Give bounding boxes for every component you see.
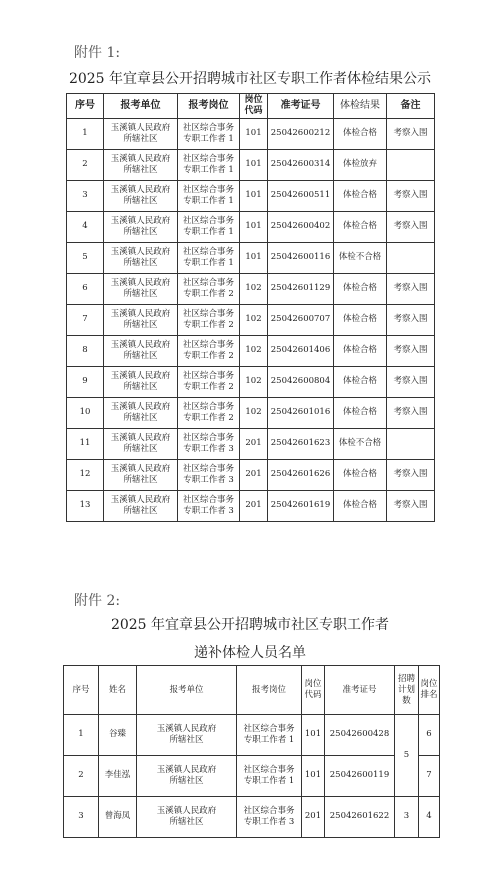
row-result: 体检合格 bbox=[334, 119, 387, 150]
row-post bbox=[178, 460, 240, 491]
row-post bbox=[178, 119, 240, 150]
row-post bbox=[178, 305, 240, 336]
row-unit-line2: 所辖社区 bbox=[169, 776, 204, 786]
row-result: 体检合格 bbox=[334, 305, 387, 336]
row-plan: 3 bbox=[395, 797, 419, 838]
row-no: 7 bbox=[67, 305, 104, 336]
row-note: 考察入围 bbox=[387, 491, 435, 522]
row-post-line1: 社区综合事务 bbox=[182, 277, 234, 288]
row-name: 曾海凤 bbox=[99, 797, 137, 838]
row-result: 体检合格 bbox=[334, 336, 387, 367]
row-unit bbox=[104, 243, 178, 274]
row-ticket: 25042600212 bbox=[268, 119, 334, 150]
table-row bbox=[67, 150, 435, 181]
attachment-1-label: 附件 1: bbox=[74, 45, 121, 61]
row-code: 101 bbox=[302, 715, 325, 756]
row-unit-line2: 所辖社区 bbox=[169, 735, 204, 745]
row-note bbox=[387, 429, 435, 460]
row-result: 体检合格 bbox=[334, 398, 387, 429]
row-unit bbox=[104, 274, 178, 305]
table-row bbox=[67, 429, 435, 460]
row-ticket: 25042600314 bbox=[268, 150, 334, 181]
row-unit-line2: 所辖社区 bbox=[123, 134, 158, 144]
row-rank: 7 bbox=[419, 756, 440, 797]
row-unit bbox=[104, 367, 178, 398]
row-no: 10 bbox=[67, 398, 104, 429]
header-note: 备注 bbox=[387, 94, 435, 119]
row-post bbox=[178, 367, 240, 398]
row-post bbox=[178, 336, 240, 367]
row-unit-line1: 玉溪镇人民政府 bbox=[110, 401, 171, 412]
row-post bbox=[178, 491, 240, 522]
row-code: 101 bbox=[240, 119, 268, 150]
row-post-line2: 专职工作者 3 bbox=[243, 817, 295, 827]
row-ticket: 25042600707 bbox=[268, 305, 334, 336]
row-result: 体检合格 bbox=[334, 181, 387, 212]
row-unit-line1: 玉溪镇人民政府 bbox=[110, 432, 171, 443]
row-post bbox=[237, 797, 302, 838]
row-post-line1: 社区综合事务 bbox=[182, 339, 234, 350]
row-note: 考察入围 bbox=[387, 398, 435, 429]
row-unit-line2: 所辖社区 bbox=[123, 289, 158, 299]
supplementary-exam-list-table bbox=[63, 665, 440, 838]
header-name: 姓名 bbox=[99, 666, 137, 715]
row-unit-line1: 玉溪镇人民政府 bbox=[110, 339, 171, 350]
row-unit-line1: 玉溪镇人民政府 bbox=[110, 215, 171, 226]
table-row bbox=[64, 797, 440, 838]
row-no: 5 bbox=[67, 243, 104, 274]
row-unit-line2: 所辖社区 bbox=[123, 258, 158, 268]
row-post bbox=[178, 150, 240, 181]
row-post-line2: 专职工作者 1 bbox=[183, 196, 234, 206]
row-ticket: 25042600804 bbox=[268, 367, 334, 398]
row-unit-line1: 玉溪镇人民政府 bbox=[110, 277, 171, 288]
row-unit-line1: 玉溪镇人民政府 bbox=[156, 805, 217, 816]
table-row bbox=[67, 243, 435, 274]
row-post-line1: 社区综合事务 bbox=[243, 723, 295, 734]
header-code: 岗位 代码 bbox=[302, 666, 325, 715]
row-unit bbox=[104, 150, 178, 181]
row-no: 8 bbox=[67, 336, 104, 367]
row-post bbox=[237, 715, 302, 756]
row-post-line1: 社区综合事务 bbox=[182, 370, 234, 381]
row-code: 101 bbox=[240, 150, 268, 181]
row-post-line1: 社区综合事务 bbox=[182, 153, 234, 164]
row-note: 考察入围 bbox=[387, 460, 435, 491]
row-no: 12 bbox=[67, 460, 104, 491]
row-post-line2: 专职工作者 1 bbox=[183, 258, 234, 268]
row-code: 102 bbox=[240, 398, 268, 429]
row-unit bbox=[104, 460, 178, 491]
row-note: 考察入围 bbox=[387, 212, 435, 243]
row-ticket: 25042601623 bbox=[268, 429, 334, 460]
row-post-line1: 社区综合事务 bbox=[182, 432, 234, 443]
row-unit-line2: 所辖社区 bbox=[123, 196, 158, 206]
row-unit-line2: 所辖社区 bbox=[123, 351, 158, 361]
row-note bbox=[387, 150, 435, 181]
header-result: 体检结果 bbox=[334, 94, 387, 119]
table-row bbox=[67, 336, 435, 367]
row-post-line1: 社区综合事务 bbox=[182, 184, 234, 195]
row-unit-line1: 玉溪镇人民政府 bbox=[156, 723, 217, 734]
row-post bbox=[237, 756, 302, 797]
row-code: 201 bbox=[240, 429, 268, 460]
header-no: 序号 bbox=[64, 666, 99, 715]
row-rank: 6 bbox=[419, 715, 440, 756]
row-ticket: 25042600119 bbox=[325, 756, 395, 797]
row-unit-line2: 所辖社区 bbox=[123, 227, 158, 237]
row-unit-line2: 所辖社区 bbox=[123, 320, 158, 330]
row-post-line1: 社区综合事务 bbox=[243, 805, 295, 816]
attachment-2-label: 附件 2: bbox=[74, 593, 121, 609]
row-unit bbox=[104, 491, 178, 522]
table-row bbox=[67, 460, 435, 491]
row-post-line2: 专职工作者 1 bbox=[183, 134, 234, 144]
table-header-row bbox=[67, 94, 435, 119]
row-code: 201 bbox=[240, 491, 268, 522]
row-unit-line1: 玉溪镇人民政府 bbox=[110, 153, 171, 164]
row-ticket: 25042601016 bbox=[268, 398, 334, 429]
row-result: 体检不合格 bbox=[334, 243, 387, 274]
row-result: 体检不合格 bbox=[334, 429, 387, 460]
table-row bbox=[67, 212, 435, 243]
row-post-line1: 社区综合事务 bbox=[182, 122, 234, 133]
header-post: 报考岗位 bbox=[178, 94, 240, 119]
table-row bbox=[67, 398, 435, 429]
table-row bbox=[67, 367, 435, 398]
row-post-line1: 社区综合事务 bbox=[182, 494, 234, 505]
table-row bbox=[67, 491, 435, 522]
row-note: 考察入围 bbox=[387, 367, 435, 398]
row-post-line2: 专职工作者 1 bbox=[183, 165, 234, 175]
row-no: 3 bbox=[67, 181, 104, 212]
row-no: 11 bbox=[67, 429, 104, 460]
row-result: 体检合格 bbox=[334, 491, 387, 522]
row-code: 101 bbox=[240, 243, 268, 274]
row-result: 体检合格 bbox=[334, 212, 387, 243]
row-unit bbox=[137, 756, 237, 797]
row-post bbox=[178, 181, 240, 212]
header-plan: 招聘 计划 数 bbox=[395, 666, 419, 715]
table-row bbox=[67, 305, 435, 336]
row-post bbox=[178, 274, 240, 305]
row-post-line2: 专职工作者 1 bbox=[183, 227, 234, 237]
row-result: 体检合格 bbox=[334, 460, 387, 491]
row-note bbox=[387, 243, 435, 274]
row-name: 李佳泓 bbox=[99, 756, 137, 797]
row-ticket: 25042600511 bbox=[268, 181, 334, 212]
row-post-line1: 社区综合事务 bbox=[182, 401, 234, 412]
row-unit bbox=[104, 181, 178, 212]
row-unit-line2: 所辖社区 bbox=[123, 165, 158, 175]
row-no: 13 bbox=[67, 491, 104, 522]
attachment-2-title-line1: 2025 年宜章县公开招聘城市社区专职工作者 bbox=[110, 617, 390, 633]
row-unit bbox=[104, 336, 178, 367]
row-unit bbox=[104, 429, 178, 460]
row-unit-line1: 玉溪镇人民政府 bbox=[110, 370, 171, 381]
row-code: 101 bbox=[240, 212, 268, 243]
header-rank: 岗位 排名 bbox=[419, 666, 440, 715]
row-ticket: 25042601129 bbox=[268, 274, 334, 305]
header-code: 岗位 代码 bbox=[240, 94, 268, 119]
physical-exam-results-table bbox=[66, 93, 435, 522]
row-post bbox=[178, 243, 240, 274]
row-no: 6 bbox=[67, 274, 104, 305]
row-post-line2: 专职工作者 2 bbox=[183, 351, 234, 361]
row-post-line2: 专职工作者 3 bbox=[183, 506, 234, 516]
row-code: 102 bbox=[240, 336, 268, 367]
row-ticket: 25042601619 bbox=[268, 491, 334, 522]
row-ticket: 25042600428 bbox=[325, 715, 395, 756]
row-post-line2: 专职工作者 2 bbox=[183, 382, 234, 392]
header-ticket: 准考证号 bbox=[268, 94, 334, 119]
row-post bbox=[178, 398, 240, 429]
row-plan-merged: 5 bbox=[395, 715, 419, 797]
row-post-line2: 专职工作者 1 bbox=[243, 735, 295, 745]
row-unit bbox=[137, 797, 237, 838]
header-no: 序号 bbox=[67, 94, 104, 119]
row-note: 考察入围 bbox=[387, 336, 435, 367]
row-unit bbox=[104, 212, 178, 243]
row-name: 谷臻 bbox=[99, 715, 137, 756]
row-note: 考察入围 bbox=[387, 181, 435, 212]
row-no: 4 bbox=[67, 212, 104, 243]
row-code: 101 bbox=[302, 756, 325, 797]
row-code: 201 bbox=[240, 460, 268, 491]
row-unit-line1: 玉溪镇人民政府 bbox=[110, 463, 171, 474]
row-rank: 4 bbox=[419, 797, 440, 838]
row-unit-line1: 玉溪镇人民政府 bbox=[110, 308, 171, 319]
table-header-row bbox=[64, 666, 440, 715]
header-unit: 报考单位 bbox=[104, 94, 178, 119]
row-code: 102 bbox=[240, 305, 268, 336]
row-note: 考察入围 bbox=[387, 119, 435, 150]
row-code: 201 bbox=[302, 797, 325, 838]
row-unit-line2: 所辖社区 bbox=[169, 817, 204, 827]
row-unit-line1: 玉溪镇人民政府 bbox=[156, 764, 217, 775]
row-post bbox=[178, 429, 240, 460]
table-row bbox=[64, 756, 440, 797]
row-unit-line2: 所辖社区 bbox=[123, 444, 158, 454]
row-code: 102 bbox=[240, 274, 268, 305]
header-post: 报考岗位 bbox=[237, 666, 302, 715]
row-post-line2: 专职工作者 2 bbox=[183, 289, 234, 299]
row-no: 2 bbox=[67, 150, 104, 181]
row-code: 102 bbox=[240, 367, 268, 398]
row-no: 9 bbox=[67, 367, 104, 398]
row-result: 体检放弃 bbox=[334, 150, 387, 181]
row-note: 考察入围 bbox=[387, 305, 435, 336]
row-result: 体检合格 bbox=[334, 367, 387, 398]
attachment-2-title-line2: 递补体检人员名单 bbox=[194, 645, 306, 661]
table-row bbox=[67, 274, 435, 305]
row-result: 体检合格 bbox=[334, 274, 387, 305]
row-no: 3 bbox=[64, 797, 99, 838]
row-post-line1: 社区综合事务 bbox=[182, 215, 234, 226]
attachment-1-title: 2025 年宜章县公开招聘城市社区专职工作者体检结果公示 bbox=[68, 71, 432, 87]
row-unit-line2: 所辖社区 bbox=[123, 382, 158, 392]
row-ticket: 25042601622 bbox=[325, 797, 395, 838]
row-unit bbox=[104, 305, 178, 336]
row-post-line1: 社区综合事务 bbox=[243, 764, 295, 775]
row-no: 1 bbox=[67, 119, 104, 150]
row-post-line2: 专职工作者 1 bbox=[243, 776, 295, 786]
row-unit-line1: 玉溪镇人民政府 bbox=[110, 184, 171, 195]
row-ticket: 25042600402 bbox=[268, 212, 334, 243]
table-row bbox=[64, 715, 440, 756]
row-unit-line2: 所辖社区 bbox=[123, 506, 158, 516]
row-ticket: 25042601626 bbox=[268, 460, 334, 491]
row-no: 2 bbox=[64, 756, 99, 797]
row-unit-line1: 玉溪镇人民政府 bbox=[110, 246, 171, 257]
row-post-line2: 专职工作者 2 bbox=[183, 320, 234, 330]
row-unit bbox=[137, 715, 237, 756]
row-post-line2: 专职工作者 3 bbox=[183, 475, 234, 485]
row-post-line1: 社区综合事务 bbox=[182, 246, 234, 257]
row-ticket: 25042601406 bbox=[268, 336, 334, 367]
header-unit: 报考单位 bbox=[137, 666, 237, 715]
table-row bbox=[67, 119, 435, 150]
row-code: 101 bbox=[240, 181, 268, 212]
row-post-line1: 社区综合事务 bbox=[182, 308, 234, 319]
row-unit bbox=[104, 119, 178, 150]
row-unit-line2: 所辖社区 bbox=[123, 413, 158, 423]
table-row bbox=[67, 181, 435, 212]
row-post bbox=[178, 212, 240, 243]
row-unit-line1: 玉溪镇人民政府 bbox=[110, 122, 171, 133]
row-note: 考察入围 bbox=[387, 274, 435, 305]
row-ticket: 25042600116 bbox=[268, 243, 334, 274]
row-unit-line1: 玉溪镇人民政府 bbox=[110, 494, 171, 505]
row-post-line2: 专职工作者 2 bbox=[183, 413, 234, 423]
row-post-line2: 专职工作者 3 bbox=[183, 444, 234, 454]
row-unit-line2: 所辖社区 bbox=[123, 475, 158, 485]
row-post-line1: 社区综合事务 bbox=[182, 463, 234, 474]
header-ticket: 准考证号 bbox=[325, 666, 395, 715]
row-no: 1 bbox=[64, 715, 99, 756]
row-unit bbox=[104, 398, 178, 429]
